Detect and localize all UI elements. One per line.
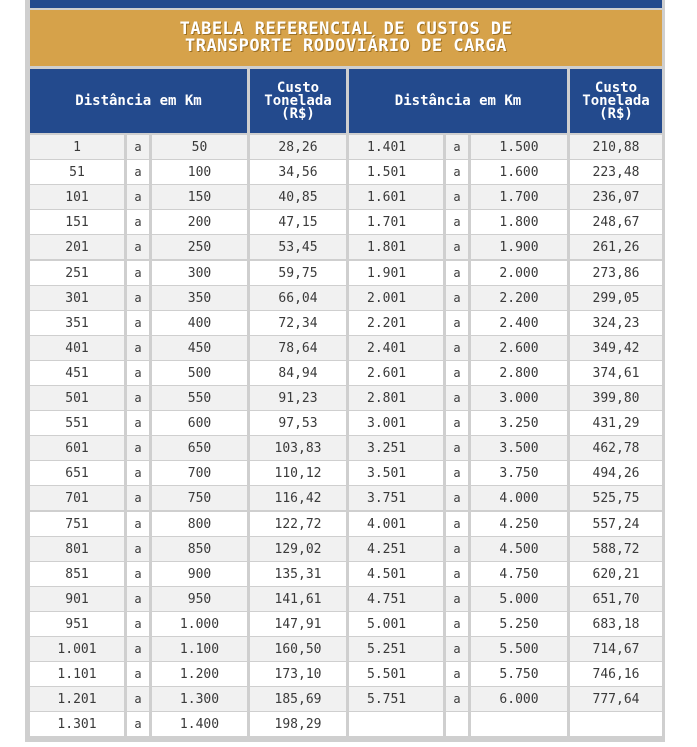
left-to-cell: 800: [152, 512, 247, 536]
left-sep-cell: a: [127, 687, 149, 711]
right-to-cell: 3.000: [471, 386, 567, 410]
right-cost-cell: 494,26: [570, 461, 662, 485]
right-to-cell: 3.750: [471, 461, 567, 485]
right-cost-cell: 683,18: [570, 612, 662, 636]
left-to-cell: 1.000: [152, 612, 247, 636]
left-to-cell: 200: [152, 210, 247, 234]
left-sep-cell: a: [127, 712, 149, 736]
right-cost-cell: 236,07: [570, 185, 662, 209]
left-to-cell: 100: [152, 160, 247, 184]
left-from-cell: 1: [30, 135, 124, 159]
right-cost-cell: 273,86: [570, 261, 662, 285]
header-cost-line-3: (R$): [599, 105, 633, 122]
left-cost-cell: 34,56: [250, 160, 346, 184]
right-to-cell: 2.000: [471, 261, 567, 285]
left-sep-cell: a: [127, 436, 149, 460]
left-sep-cell: a: [127, 386, 149, 410]
table-title: [30, 10, 662, 66]
left-from-cell: 51: [30, 160, 124, 184]
left-from-cell: 651: [30, 461, 124, 485]
right-sep-cell: a: [446, 512, 468, 536]
left-cost-cell: 135,31: [250, 562, 346, 586]
right-to-cell: 1.600: [471, 160, 567, 184]
right-from-cell: 4.501: [349, 562, 443, 586]
right-cost-cell: 620,21: [570, 562, 662, 586]
left-sep-cell: a: [127, 587, 149, 611]
left-from-cell: 801: [30, 537, 124, 561]
left-cost-cell: 198,29: [250, 712, 346, 736]
right-cost-cell: 349,42: [570, 336, 662, 360]
left-from-cell: 901: [30, 587, 124, 611]
right-sep-cell: [446, 712, 468, 736]
left-sep-cell: a: [127, 537, 149, 561]
left-from-cell: 151: [30, 210, 124, 234]
right-from-cell: 4.751: [349, 587, 443, 611]
left-sep-cell: a: [127, 486, 149, 510]
right-from-cell: [349, 712, 443, 736]
header-cost-line-1: Custo: [594, 79, 638, 96]
left-from-cell: 701: [30, 486, 124, 510]
left-from-cell: 301: [30, 286, 124, 310]
right-from-cell: 3.251: [349, 436, 443, 460]
header-cost-left: [250, 69, 346, 133]
right-to-cell: 1.900: [471, 235, 567, 259]
right-sep-cell: a: [446, 662, 468, 686]
right-cost-cell: 525,75: [570, 486, 662, 510]
right-from-cell: 1.701: [349, 210, 443, 234]
left-sep-cell: a: [127, 286, 149, 310]
left-cost-cell: 66,04: [250, 286, 346, 310]
right-to-cell: 5.750: [471, 662, 567, 686]
right-cost-cell: 223,48: [570, 160, 662, 184]
left-sep-cell: a: [127, 311, 149, 335]
left-sep-cell: a: [127, 361, 149, 385]
left-from-cell: 1.001: [30, 637, 124, 661]
left-sep-cell: a: [127, 235, 149, 259]
header-distance-right: Distância em Km: [349, 69, 567, 133]
left-to-cell: 850: [152, 537, 247, 561]
header-cost-line-1: Custo: [276, 79, 320, 96]
right-cost-cell: 210,88: [570, 135, 662, 159]
right-from-cell: 2.401: [349, 336, 443, 360]
right-cost-cell: 557,24: [570, 512, 662, 536]
left-sep-cell: a: [127, 135, 149, 159]
left-cost-cell: 147,91: [250, 612, 346, 636]
right-cost-cell: 299,05: [570, 286, 662, 310]
left-to-cell: 1.400: [152, 712, 247, 736]
left-to-cell: 1.300: [152, 687, 247, 711]
right-cost-cell: 777,64: [570, 687, 662, 711]
right-to-cell: 1.700: [471, 185, 567, 209]
left-sep-cell: a: [127, 185, 149, 209]
left-from-cell: 551: [30, 411, 124, 435]
left-from-cell: 401: [30, 336, 124, 360]
left-cost-cell: 59,75: [250, 261, 346, 285]
left-sep-cell: a: [127, 336, 149, 360]
right-to-cell: 2.600: [471, 336, 567, 360]
right-cost-cell: [570, 712, 662, 736]
right-sep-cell: a: [446, 311, 468, 335]
left-from-cell: 451: [30, 361, 124, 385]
right-sep-cell: a: [446, 185, 468, 209]
title-line-2: TRANSPORTE RODOVIÁRIO DE CARGA: [184, 36, 508, 56]
header-cost-line-3: (R$): [281, 105, 315, 122]
right-sep-cell: a: [446, 537, 468, 561]
right-from-cell: 1.901: [349, 261, 443, 285]
header-cost-line-2: Tonelada: [582, 92, 650, 109]
right-sep-cell: a: [446, 612, 468, 636]
left-sep-cell: a: [127, 662, 149, 686]
right-from-cell: 5.251: [349, 637, 443, 661]
right-from-cell: 3.751: [349, 486, 443, 510]
right-from-cell: 1.801: [349, 235, 443, 259]
right-from-cell: 5.001: [349, 612, 443, 636]
left-cost-cell: 97,53: [250, 411, 346, 435]
left-sep-cell: a: [127, 160, 149, 184]
right-sep-cell: a: [446, 486, 468, 510]
right-to-cell: 4.750: [471, 562, 567, 586]
right-sep-cell: a: [446, 411, 468, 435]
right-from-cell: 2.801: [349, 386, 443, 410]
right-sep-cell: a: [446, 637, 468, 661]
right-from-cell: 1.401: [349, 135, 443, 159]
left-from-cell: 1.301: [30, 712, 124, 736]
right-to-cell: 4.500: [471, 537, 567, 561]
left-cost-cell: 103,83: [250, 436, 346, 460]
left-to-cell: 400: [152, 311, 247, 335]
right-from-cell: 3.501: [349, 461, 443, 485]
header-cost-line-2: Tonelada: [264, 92, 332, 109]
left-sep-cell: a: [127, 411, 149, 435]
right-sep-cell: a: [446, 286, 468, 310]
right-sep-cell: a: [446, 461, 468, 485]
left-cost-cell: 47,15: [250, 210, 346, 234]
right-to-cell: 6.000: [471, 687, 567, 711]
left-cost-cell: 84,94: [250, 361, 346, 385]
right-sep-cell: a: [446, 361, 468, 385]
left-cost-cell: 185,69: [250, 687, 346, 711]
right-from-cell: 1.601: [349, 185, 443, 209]
left-from-cell: 351: [30, 311, 124, 335]
right-cost-cell: 714,67: [570, 637, 662, 661]
right-cost-cell: 324,23: [570, 311, 662, 335]
right-from-cell: 2.201: [349, 311, 443, 335]
left-from-cell: 201: [30, 235, 124, 259]
right-to-cell: 2.800: [471, 361, 567, 385]
right-to-cell: 3.250: [471, 411, 567, 435]
right-from-cell: 2.601: [349, 361, 443, 385]
right-to-cell: 4.250: [471, 512, 567, 536]
left-to-cell: 700: [152, 461, 247, 485]
left-from-cell: 1.201: [30, 687, 124, 711]
right-to-cell: 5.250: [471, 612, 567, 636]
right-to-cell: [471, 712, 567, 736]
left-to-cell: 950: [152, 587, 247, 611]
left-to-cell: 150: [152, 185, 247, 209]
left-to-cell: 500: [152, 361, 247, 385]
right-sep-cell: a: [446, 210, 468, 234]
right-sep-cell: a: [446, 587, 468, 611]
left-cost-cell: 53,45: [250, 235, 346, 259]
right-cost-cell: 588,72: [570, 537, 662, 561]
left-to-cell: 250: [152, 235, 247, 259]
right-cost-cell: 431,29: [570, 411, 662, 435]
left-sep-cell: a: [127, 261, 149, 285]
left-cost-cell: 28,26: [250, 135, 346, 159]
right-cost-cell: 462,78: [570, 436, 662, 460]
right-from-cell: 4.001: [349, 512, 443, 536]
right-sep-cell: a: [446, 235, 468, 259]
right-from-cell: 5.501: [349, 662, 443, 686]
right-to-cell: 5.500: [471, 637, 567, 661]
left-cost-cell: 78,64: [250, 336, 346, 360]
right-to-cell: 1.500: [471, 135, 567, 159]
right-cost-cell: 651,70: [570, 587, 662, 611]
top-bar: [30, 0, 662, 8]
left-from-cell: 951: [30, 612, 124, 636]
left-sep-cell: a: [127, 612, 149, 636]
left-to-cell: 50: [152, 135, 247, 159]
right-sep-cell: a: [446, 562, 468, 586]
right-sep-cell: a: [446, 436, 468, 460]
left-cost-cell: 173,10: [250, 662, 346, 686]
right-to-cell: 2.400: [471, 311, 567, 335]
left-to-cell: 900: [152, 562, 247, 586]
right-sep-cell: a: [446, 687, 468, 711]
left-sep-cell: a: [127, 210, 149, 234]
right-from-cell: 1.501: [349, 160, 443, 184]
left-to-cell: 350: [152, 286, 247, 310]
right-sep-cell: a: [446, 160, 468, 184]
right-to-cell: 3.500: [471, 436, 567, 460]
right-to-cell: 4.000: [471, 486, 567, 510]
left-cost-cell: 116,42: [250, 486, 346, 510]
header-cost-right: [570, 69, 662, 133]
left-cost-cell: 129,02: [250, 537, 346, 561]
right-from-cell: 4.251: [349, 537, 443, 561]
right-from-cell: 3.001: [349, 411, 443, 435]
right-to-cell: 1.800: [471, 210, 567, 234]
right-to-cell: 5.000: [471, 587, 567, 611]
right-sep-cell: a: [446, 261, 468, 285]
left-cost-cell: 110,12: [250, 461, 346, 485]
left-from-cell: 1.101: [30, 662, 124, 686]
right-cost-cell: 746,16: [570, 662, 662, 686]
left-to-cell: 550: [152, 386, 247, 410]
left-cost-cell: 91,23: [250, 386, 346, 410]
left-from-cell: 751: [30, 512, 124, 536]
title-line-1: TABELA REFERENCIAL DE CUSTOS DE: [179, 19, 513, 39]
header-distance-left: Distância em Km: [30, 69, 247, 133]
left-to-cell: 600: [152, 411, 247, 435]
left-from-cell: 501: [30, 386, 124, 410]
left-from-cell: 851: [30, 562, 124, 586]
left-cost-cell: 122,72: [250, 512, 346, 536]
left-cost-cell: 141,61: [250, 587, 346, 611]
left-cost-cell: 72,34: [250, 311, 346, 335]
left-to-cell: 750: [152, 486, 247, 510]
right-sep-cell: a: [446, 386, 468, 410]
right-cost-cell: 399,80: [570, 386, 662, 410]
left-sep-cell: a: [127, 562, 149, 586]
left-cost-cell: 40,85: [250, 185, 346, 209]
right-from-cell: 5.751: [349, 687, 443, 711]
left-cost-cell: 160,50: [250, 637, 346, 661]
right-sep-cell: a: [446, 336, 468, 360]
left-sep-cell: a: [127, 461, 149, 485]
left-from-cell: 601: [30, 436, 124, 460]
left-from-cell: 101: [30, 185, 124, 209]
left-to-cell: 650: [152, 436, 247, 460]
left-to-cell: 1.200: [152, 662, 247, 686]
right-to-cell: 2.200: [471, 286, 567, 310]
right-cost-cell: 248,67: [570, 210, 662, 234]
right-from-cell: 2.001: [349, 286, 443, 310]
left-sep-cell: a: [127, 512, 149, 536]
left-from-cell: 251: [30, 261, 124, 285]
right-cost-cell: 374,61: [570, 361, 662, 385]
left-to-cell: 300: [152, 261, 247, 285]
right-cost-cell: 261,26: [570, 235, 662, 259]
left-sep-cell: a: [127, 637, 149, 661]
right-sep-cell: a: [446, 135, 468, 159]
left-to-cell: 450: [152, 336, 247, 360]
left-to-cell: 1.100: [152, 637, 247, 661]
